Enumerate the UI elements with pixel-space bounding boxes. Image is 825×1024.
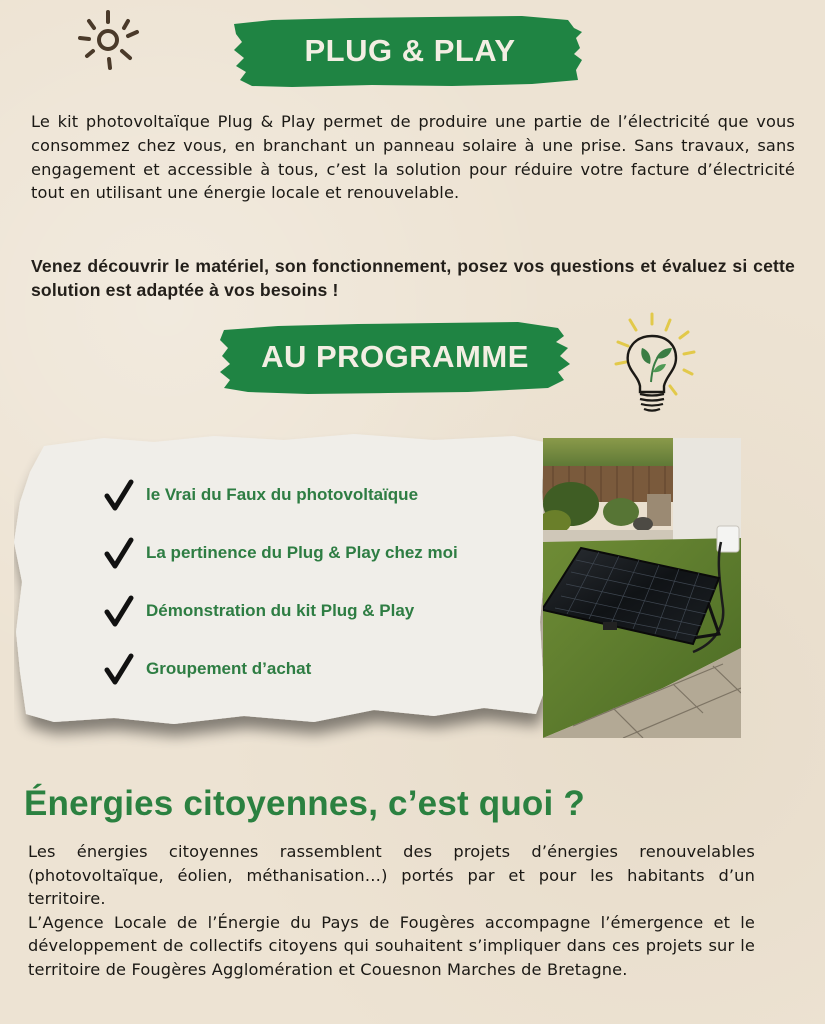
energies-citoyennes-body bbox=[28, 840, 755, 982]
checkmark-icon bbox=[104, 536, 134, 570]
energies-citoyennes-heading: Énergies citoyennes, c’est quoi ? bbox=[24, 784, 585, 823]
solar-panel-garden-photo bbox=[543, 438, 741, 738]
sun-icon bbox=[74, 8, 142, 72]
programme-title: AU PROGRAMME bbox=[261, 339, 529, 374]
programme-item-label: Groupement d’achat bbox=[146, 659, 312, 678]
checkmark-icon bbox=[104, 652, 134, 686]
checkmark-icon bbox=[104, 478, 134, 512]
programme-item bbox=[104, 652, 311, 686]
programme-item-label: le Vrai du Faux du photovoltaïque bbox=[146, 485, 419, 504]
intro-paragraph: Le kit photovoltaïque Plug & Play permet de produire une partie de l’électricité que vous consommez chez vous, en branchant un panneau solaire à une prise. Sans travaux, sans engagement et accessible à tous, c’est la solution pour réduire votre facture d’électricité tout en utilisant une énergie locale et renouvelable. bbox=[31, 112, 795, 203]
programme-item-label: Démonstration du kit Plug & Play bbox=[146, 601, 415, 620]
programme-item bbox=[104, 478, 418, 512]
plug-and-play-banner bbox=[232, 14, 588, 88]
invite-paragraph: Venez découvrir le matériel, son fonctionnement, posez vos questions et évaluez si cette solution est adaptée à vos besoins ! bbox=[31, 256, 795, 300]
checkmark-icon bbox=[104, 594, 134, 628]
programme-item bbox=[104, 536, 458, 570]
plug-and-play-title: PLUG & PLAY bbox=[304, 33, 516, 68]
energies-paragraph-1: Les énergies citoyennes rassemblent des projets d’énergies renouvelables (photovoltaïque, éolien, méthanisation…) portés par et pour les habitants d’un territoire. bbox=[28, 842, 755, 909]
programme-item-label: La pertinence du Plug & Play chez moi bbox=[146, 543, 458, 562]
programme-banner bbox=[218, 318, 572, 396]
programme-item bbox=[104, 594, 414, 628]
energies-paragraph-2: L’Agence Locale de l’Énergie du Pays de Fougères accompagne l’émergence et le développement de collectifs citoyens qui souhaitent s’impliquer dans ces projets sur le territoire de Fougères Agglomération et Couesnon Marches de Bretagne. bbox=[28, 912, 755, 979]
lightbulb-plant-icon bbox=[604, 310, 700, 414]
